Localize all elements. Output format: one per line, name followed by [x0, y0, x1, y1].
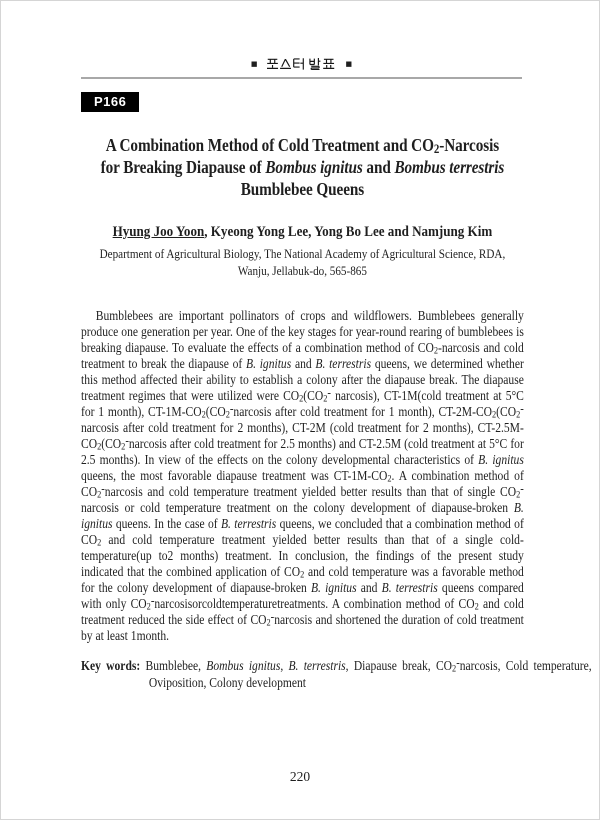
text-line: Department of Agricultural Biology, The National Academy of Agricultural Science, RDA,: [99, 247, 506, 261]
text-line: A Combination Method of Cold Treatment and $CO_2$-Narcosis: [105, 135, 500, 156]
poster-session-header: [81, 1, 522, 79]
authors-line: [81, 223, 524, 241]
keywords-label: Key words:: [81, 658, 141, 673]
square-bullet-right-icon: ■: [345, 60, 353, 68]
paper-title: [81, 134, 524, 200]
keywords-text: Bumblebee, Bombus ignitus, B. terrestris, Diapause break, $CO_2^-narcosis$, Cold temperature, Oviposition, Colony development: [140, 655, 592, 690]
affiliation: [81, 246, 524, 280]
text-line: for Breaking Diapause of Bombus ignitus and Bombus terrestris: [100, 157, 505, 177]
session-badge: P166: [81, 92, 139, 112]
square-bullet-left-icon: ■: [250, 60, 258, 68]
text-line: Bumblebee Queens: [240, 179, 365, 199]
text-line: Wanju, Jellabuk-do, 565-865: [237, 264, 367, 278]
authors-text: Hyung Joo Yoon, Kyeong Yong Lee, Yong Bo Lee and Namjung Kim: [112, 224, 493, 240]
abstract-paragraph: Bumblebees are important pollinators of crops and wildflowers. Bumblebees generally produce one generation per year. One of the key stages for year-round rearing of bumblebees is breaking diapause. To evaluate the effects of a combination method of $CO_2$-narcosis and cold treatment to break the diapause of B. ignitus and B. terrestris queens, we determined whether this method affected their ability to establish a colony after the diapause break. The diapause treatment regimes that were utilized were $CO_2(CO_2^-$ narcosis), CT-1M(cold treatment at 5°C for 1 month), $CT-1M-CO_2(CO_2^-narcosis$ after cold treatment for 1 month), $CT-2M-CO_2(CO_2^-narcosis$ after cold treatment for 2 months), CT-2M (cold treatment for 2 months), $CT-2.5M-CO_2(CO_2^-narcosis$ after cold treatment for 2.5 months) and CT-2.5M (cold treatment at 5°C for 2.5 months). In view of the effects on the colony developmental characteristics of B. ignitus queens, the most favorable diapause treatment was $CT-1M-CO_2$. A combination method of $CO_2^-narcosis$ and cold temperature treatment yielded better results than that of single $CO_2^-narcosis$ or cold temperature treatment on the colony development of diapause-broken B. ignitus queens. In the case of B. terrestris queens, we concluded that a combination method of $CO_2$ and cold temperature treatment yielded better results than that of a single cold-temperature(up to2 months) treatment. In conclusion, the findings of the present study indicated that the combined application of $CO_2$ and cold temperature was a favorable method for the colony development of diapause-broken B. ignitus and B. terrestris queens compared with only $CO_2^-narcosisorcoldtemperaturetreatments$. A combination method of $CO_2$ and cold treatment reduced the side effect of $CO_2^-narcosis$ and shortened the duration of cold treatment by at least 1month.: [81, 308, 524, 643]
korean-title-graphic: [267, 58, 337, 71]
keywords-block: [81, 655, 592, 691]
page-number: 220: [289, 769, 311, 784]
